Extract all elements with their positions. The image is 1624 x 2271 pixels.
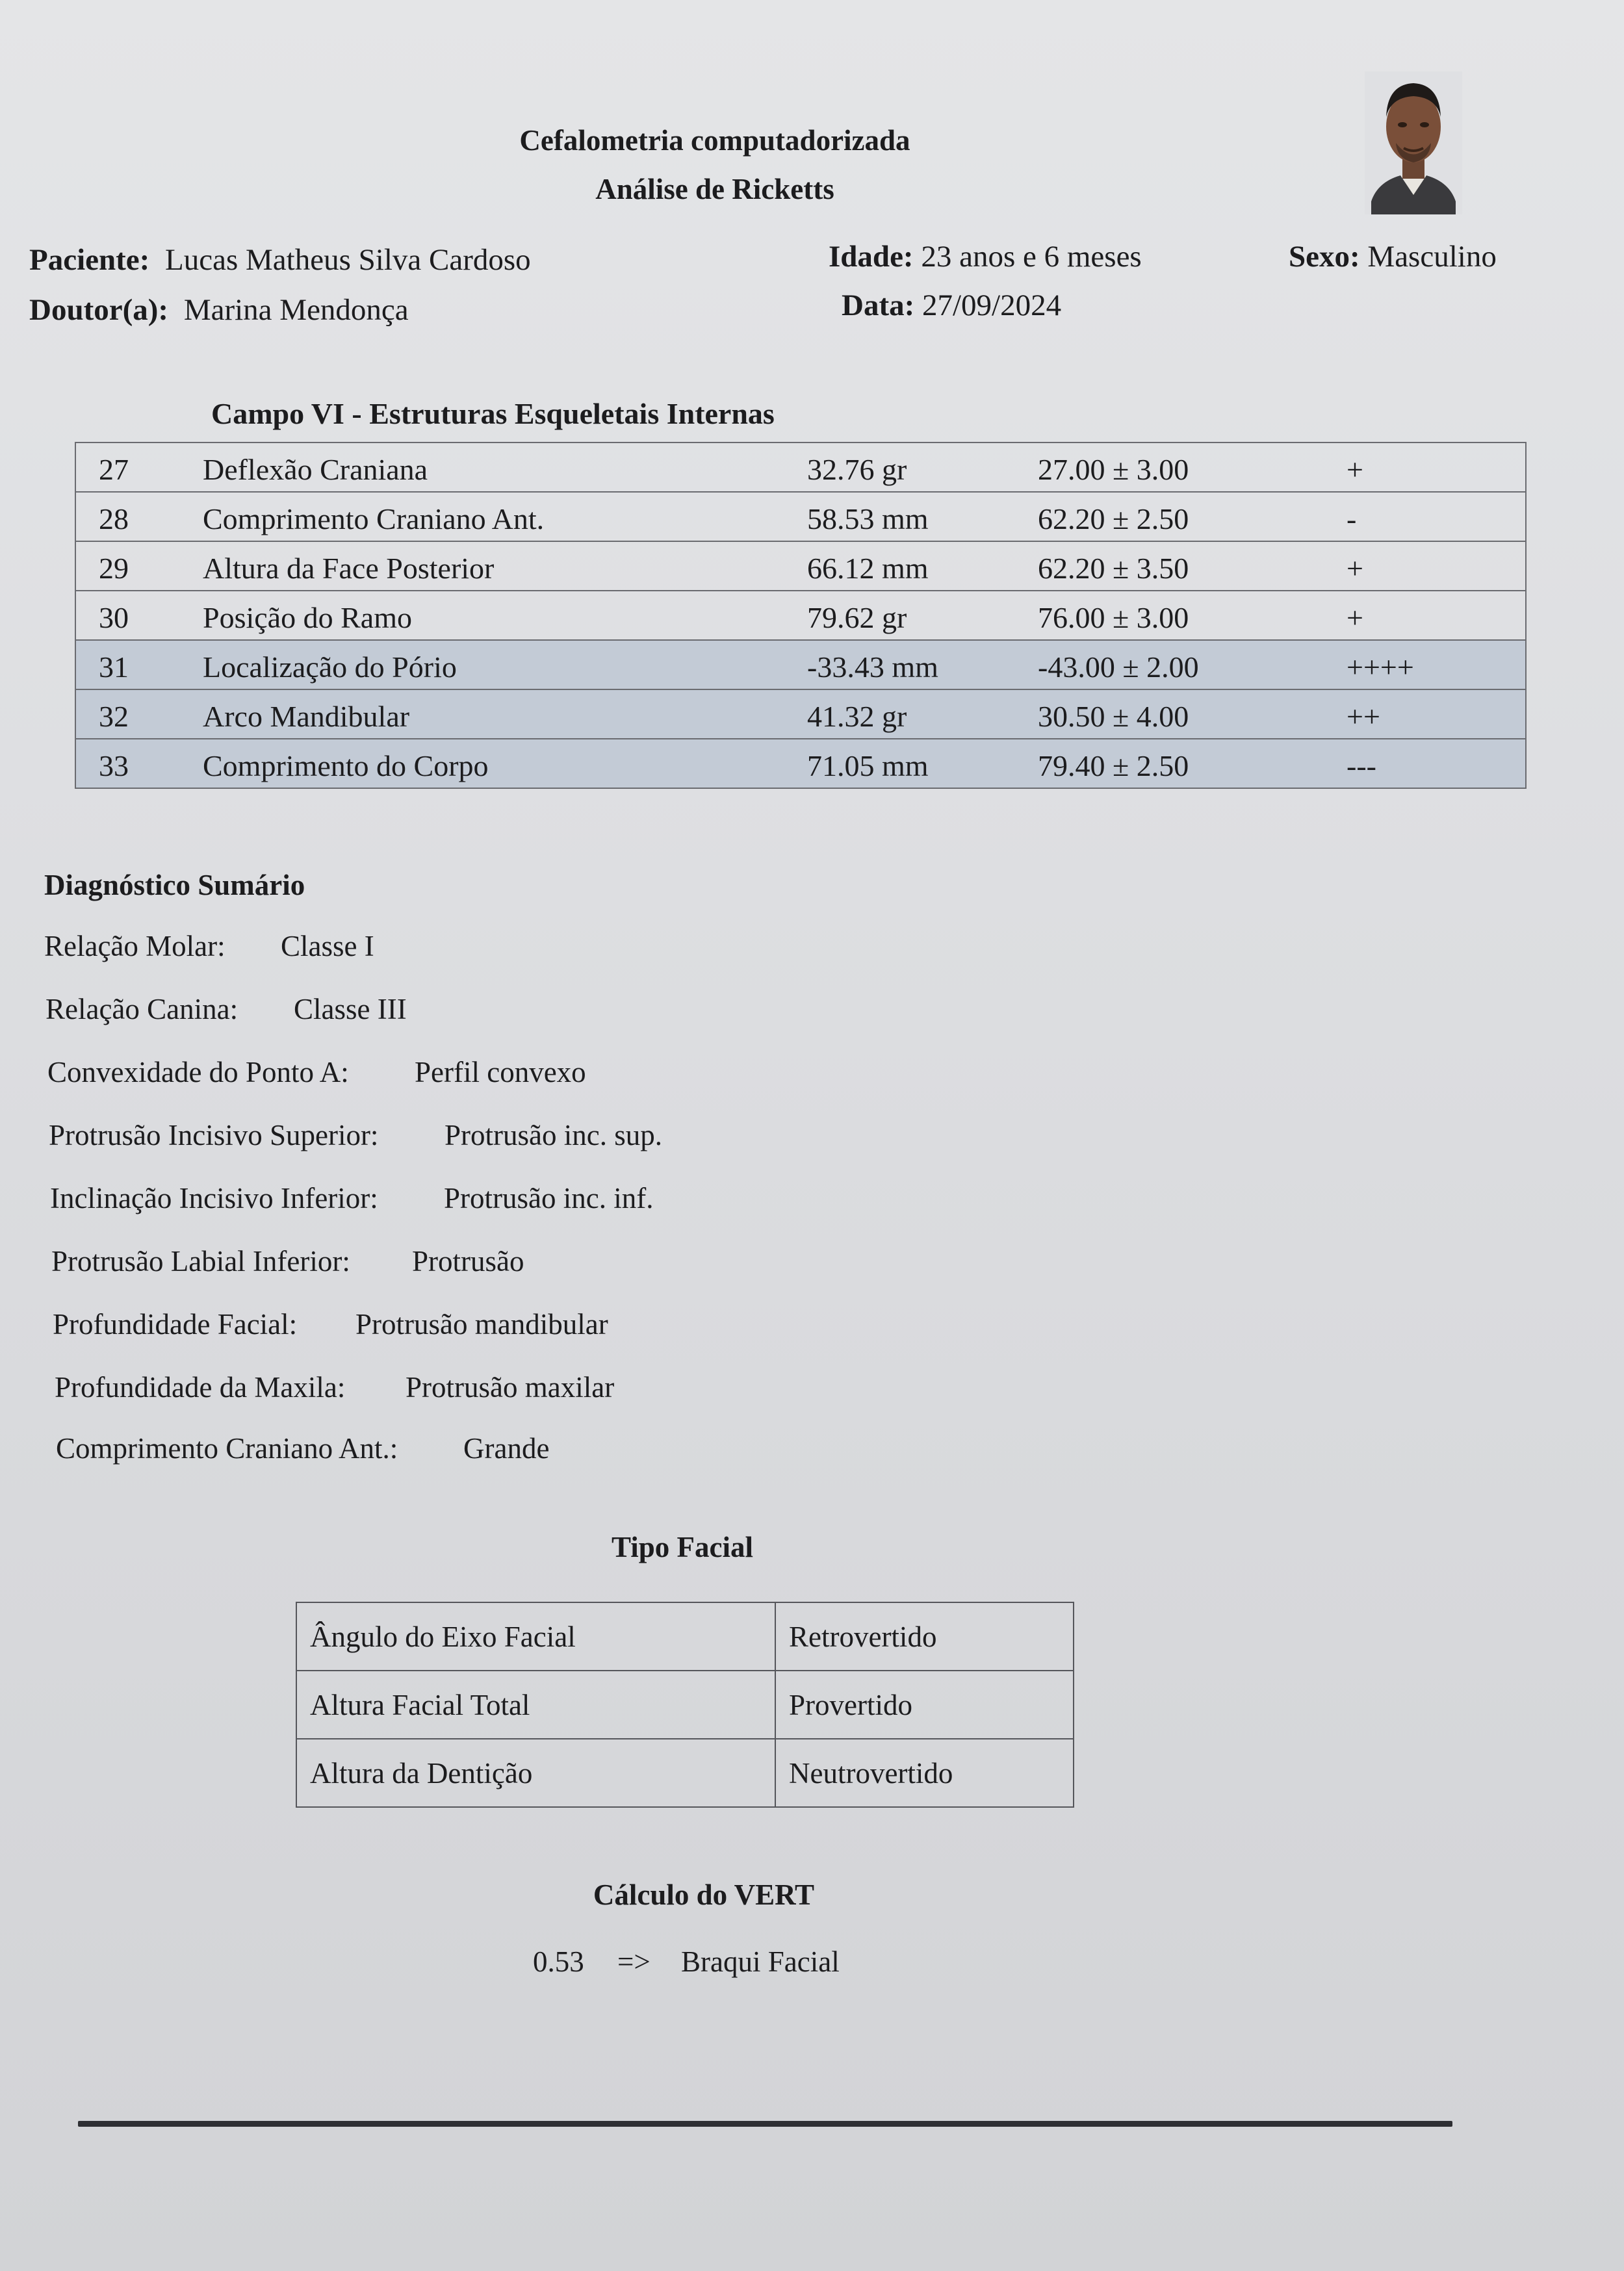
deviation-marker: +: [1347, 453, 1363, 486]
diagnostico-label: Inclinação Incisivo Inferior:: [50, 1182, 378, 1214]
vert-value: 0.53: [533, 1945, 584, 1978]
deviation-marker: ++++: [1347, 650, 1414, 684]
bottom-divider: [78, 2121, 1452, 2127]
table-row: [76, 493, 1525, 542]
diagnostico-value: Perfil convexo: [415, 1056, 586, 1088]
doctor-field: [29, 292, 409, 327]
table-row: [76, 690, 1525, 739]
diagnostico-value: Protrusão inc. inf.: [444, 1182, 654, 1214]
table-row: [296, 1671, 1074, 1739]
measured-value: 58.53 mm: [807, 502, 929, 535]
date-label: Data:: [842, 289, 915, 322]
diagnostico-label: Protrusão Labial Inferior:: [51, 1245, 350, 1277]
table-row: [296, 1602, 1074, 1671]
row-number: 32: [99, 700, 129, 733]
patient-age-label: Idade:: [829, 240, 914, 274]
norm-value: 30.50 ± 4.00: [1038, 700, 1189, 733]
tipo-facial-value: Neutrovertido: [775, 1739, 1074, 1807]
diagnostico-value: Protrusão: [412, 1245, 524, 1277]
vert-result-line: [533, 1945, 840, 1979]
deviation-marker: ++: [1347, 700, 1380, 733]
norm-value: 62.20 ± 2.50: [1038, 502, 1189, 535]
measured-value: 32.76 gr: [807, 453, 907, 486]
deviation-marker: +: [1347, 601, 1363, 634]
tipo-facial-title: Tipo Facial: [612, 1531, 753, 1563]
measurement-name: Deflexão Craniana: [203, 453, 428, 486]
patient-portrait-icon: [1365, 71, 1462, 214]
measurements-table: [75, 442, 1527, 789]
diagnostico-label: Protrusão Incisivo Superior:: [49, 1119, 379, 1151]
measurement-name: Posição do Ramo: [203, 601, 412, 634]
measurement-name: Arco Mandibular: [203, 700, 410, 733]
measured-value: 79.62 gr: [807, 601, 907, 634]
patient-name-label: Paciente:: [29, 243, 150, 277]
table-row: [76, 542, 1525, 591]
vert-result: Braqui Facial: [681, 1945, 840, 1978]
norm-value: 27.00 ± 3.00: [1038, 453, 1189, 486]
tipo-facial-label: Ângulo do Eixo Facial: [296, 1602, 775, 1671]
diagnostico-value: Classe III: [294, 993, 407, 1025]
norm-value: 62.20 ± 3.50: [1038, 552, 1189, 585]
patient-sex-field: [1289, 239, 1497, 274]
measured-value: -33.43 mm: [807, 650, 938, 684]
measurement-name: Comprimento Craniano Ant.: [203, 502, 545, 535]
doctor-name: Marina Mendonça: [183, 293, 409, 327]
patient-age: 23 anos e 6 meses: [921, 240, 1142, 274]
patient-age-field: [829, 239, 1142, 274]
report-subtitle: Análise de Ricketts: [595, 173, 834, 205]
table-row: [296, 1739, 1074, 1807]
report-date: 27/09/2024: [922, 289, 1062, 322]
deviation-marker: ---: [1347, 749, 1376, 782]
tipo-facial-label: Altura da Dentição: [296, 1739, 775, 1807]
measured-value: 41.32 gr: [807, 700, 907, 733]
diagnostico-label: Profundidade Facial:: [53, 1308, 298, 1341]
table-row: [76, 739, 1525, 788]
measurement-name: Comprimento do Corpo: [203, 749, 489, 782]
vert-arrow: =>: [617, 1945, 651, 1978]
row-number: 33: [99, 749, 129, 782]
doctor-label: Doutor(a):: [29, 293, 169, 327]
diagnostico-label: Relação Canina:: [45, 993, 238, 1025]
measured-value: 66.12 mm: [807, 552, 929, 585]
measurement-name: Localização do Pório: [203, 650, 457, 684]
diagnostico-value: Protrusão inc. sup.: [445, 1119, 662, 1151]
row-number: 30: [99, 601, 129, 634]
tipo-facial-label: Altura Facial Total: [296, 1671, 775, 1739]
patient-sex: Masculino: [1367, 240, 1497, 274]
diagnostico-value: Grande: [463, 1432, 550, 1465]
norm-value: 79.40 ± 2.50: [1038, 749, 1189, 782]
table-row: [76, 641, 1525, 690]
row-number: 28: [99, 502, 129, 535]
table-row: [76, 443, 1525, 493]
patient-sex-label: Sexo:: [1289, 240, 1360, 274]
tipo-facial-table: [296, 1602, 1074, 1808]
patient-name: Lucas Matheus Silva Cardoso: [165, 243, 531, 277]
row-number: 29: [99, 552, 129, 585]
diagnostico-value: Classe I: [281, 930, 374, 962]
diagnostico-label: Profundidade da Maxila:: [55, 1371, 346, 1404]
patient-name-field: [29, 242, 531, 277]
measurement-name: Altura da Face Posterior: [203, 552, 495, 585]
deviation-marker: -: [1347, 502, 1357, 535]
report-title: Cefalometria computadorizada: [519, 124, 910, 157]
diagnostico-value: Protrusão maxilar: [406, 1371, 615, 1404]
campo-title: Campo VI - Estruturas Esqueletais Internas: [211, 397, 775, 430]
diagnostico-label: Convexidade do Ponto A:: [47, 1056, 349, 1088]
norm-value: 76.00 ± 3.00: [1038, 601, 1189, 634]
diagnostico-value: Protrusão mandibular: [355, 1308, 608, 1341]
diagnostico-title: Diagnóstico Sumário: [44, 869, 305, 901]
measured-value: 71.05 mm: [807, 749, 929, 782]
table-row: [76, 591, 1525, 641]
tipo-facial-value: Provertido: [775, 1671, 1074, 1739]
diagnostico-label: Comprimento Craniano Ant.:: [56, 1432, 398, 1465]
patient-photo: [1365, 71, 1462, 214]
vert-title: Cálculo do VERT: [593, 1879, 815, 1911]
row-number: 31: [99, 650, 129, 684]
diagnostico-label: Relação Molar:: [44, 930, 226, 962]
row-number: 27: [99, 453, 129, 486]
tipo-facial-value: Retrovertido: [775, 1602, 1074, 1671]
deviation-marker: +: [1347, 552, 1363, 585]
date-field: [842, 288, 1061, 323]
norm-value: -43.00 ± 2.00: [1038, 650, 1199, 684]
